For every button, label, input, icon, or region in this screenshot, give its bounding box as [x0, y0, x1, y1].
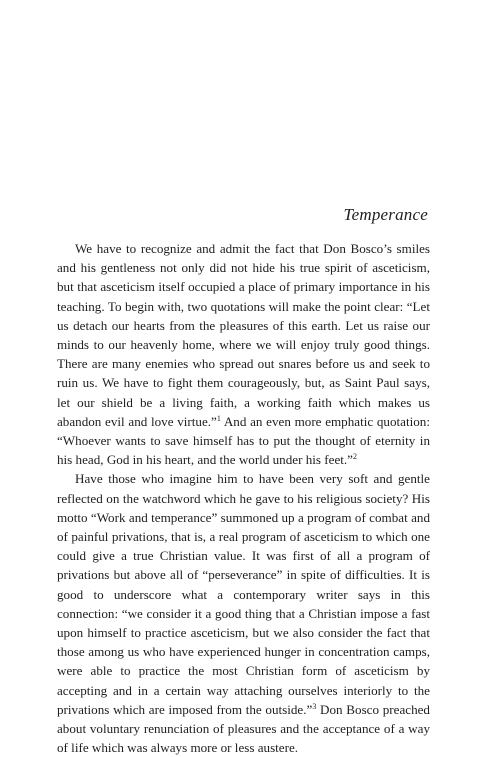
paragraph-2	[57, 469, 430, 757]
footnote-ref-3: 3	[312, 701, 317, 711]
paragraph-1-text-a: We have to recognize and admit the fact that Don Bosco’s smiles and his gentleness not only did not hide his true spirit of asceticism, but that asceticism itself occupied a place of primary importance in his teaching. To begin with, two quotations will make the point clear: “Let us detach our hearts from the pleasures of this earth. Let us raise our minds to our heavenly home, where we will enjoy truly good things. There are many enemies who spread out snares before us and seek to ruin us. We have to fight them courageously, but, as Saint Paul says, let our shield be a living faith, a working faith which makes us abandon evil and love virtue.”	[57, 241, 430, 429]
section-title: Temperance	[343, 205, 428, 224]
footnote-ref-1: 1	[216, 413, 221, 423]
paragraph-2-text-b: Don Bosco preached about voluntary renunciation of pleasures and the acceptance of a way of life which was always more or less austere.	[57, 701, 430, 756]
paragraph-1	[57, 239, 430, 469]
paragraph-2-text-a: Have those who imagine him to have been very soft and gentle reflected on the watchword which he gave to his religious society? His motto “Work and temperance” summoned up a program of combat and of painful privations, that is, a real program of asceticism to which one could give a true Christian value. It was first of all a program of privations but above all of “perseverance” in spite of difficulties. It is good to underscore what a contemporary writer says in this connection: “we consider it a good thing that a Christian impose a fast upon himself to practice asceticism, but we also consider the fact that those among us who have experienced hunger in concentration camps, were able to practice the most Christian form of asceticism by accepting and in a certain way attaching ourselves interiorly to the privations which are imposed from the outside.”	[57, 471, 430, 717]
paragraph-1-text-b: And an even more emphatic quotation: “Whoever wants to save himself has to put the thought of eternity in his head, God in his heart, and the world under his feet.”	[57, 413, 430, 468]
footnote-ref-2: 2	[352, 452, 357, 462]
body-text	[57, 239, 430, 757]
